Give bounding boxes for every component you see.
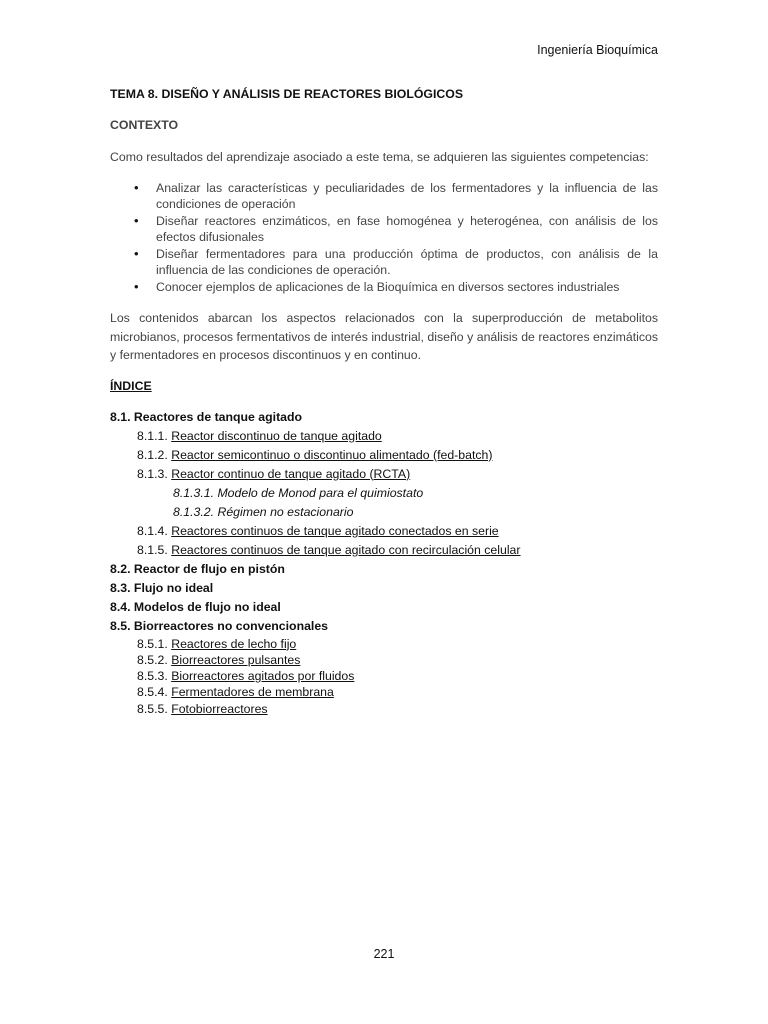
competencies-list bbox=[110, 180, 658, 296]
toc-number: 8.1.3. bbox=[137, 466, 172, 481]
toc-item-8-5-4 bbox=[110, 684, 658, 700]
toc-link[interactable]: Reactor discontinuo de tanque agitado bbox=[171, 428, 382, 443]
toc-section-8-4: 8.4. Modelos de flujo no ideal bbox=[110, 599, 281, 614]
toc-item-8-5-1 bbox=[110, 636, 658, 652]
toc-link[interactable]: Reactores continuos de tanque agitado conectados en serie bbox=[171, 523, 499, 538]
page-number: 221 bbox=[373, 947, 395, 961]
toc-link[interactable]: Reactores de lecho fijo bbox=[171, 636, 297, 651]
toc-item-8-1-1 bbox=[110, 427, 658, 446]
toc-link[interactable]: Reactor continuo de tanque agitado (RCTA) bbox=[171, 466, 411, 481]
toc-link[interactable]: Biorreactores agitados por fluidos bbox=[171, 669, 355, 684]
toc-item-8-5-5 bbox=[110, 701, 658, 717]
toc-item-8-5-2 bbox=[110, 652, 658, 668]
toc-number: 8.1.1. bbox=[137, 428, 172, 443]
toc-number: 8.1.5. bbox=[137, 542, 172, 557]
toc-item-8-1-3-2: 8.1.3.2. Régimen no estacionario bbox=[173, 504, 354, 519]
context-heading: CONTEXTO bbox=[110, 118, 179, 132]
toc-link[interactable]: Reactores continuos de tanque agitado con recirculación celular bbox=[171, 542, 521, 557]
toc-number: 8.5.5. bbox=[137, 701, 172, 716]
contents-paragraph: Los contenidos abarcan los aspectos relacionados con la superproducción de metabolitos microbianos, procesos fermentativos de interés industrial, diseño y análisis de reactores enzimáticos y fermentadores en procesos discontinuos y en continuo. bbox=[110, 311, 658, 362]
toc-section-8-1: 8.1. Reactores de tanque agitado bbox=[110, 409, 303, 424]
toc-number: 8.5.3. bbox=[137, 669, 172, 684]
toc-link[interactable]: Fotobiorreactores bbox=[171, 701, 268, 716]
context-intro: Como resultados del aprendizaje asociado a este tema, se adquieren las siguientes competencias: bbox=[110, 150, 649, 164]
competency-item: • Analizar las características y peculiaridades de los fermentadores y la influencia de las condiciones de operación bbox=[156, 180, 658, 213]
toc-section-8-3: 8.3. Flujo no ideal bbox=[110, 580, 214, 595]
toc-item-8-1-5 bbox=[110, 541, 658, 560]
toc-section-8-5: 8.5. Biorreactores no convencionales bbox=[110, 618, 329, 633]
toc-section-8-2: 8.2. Reactor de flujo en pistón bbox=[110, 561, 285, 576]
toc-link[interactable]: Biorreactores pulsantes bbox=[171, 652, 301, 667]
competency-item: • Diseñar fermentadores para una producción óptima de productos, con análisis de la influencia de las condiciones de operación. bbox=[156, 246, 658, 279]
page-content bbox=[110, 86, 658, 717]
index-heading: ÍNDICE bbox=[110, 378, 152, 393]
toc-item-8-1-4 bbox=[110, 522, 658, 541]
toc-number: 8.1.2. bbox=[137, 447, 172, 462]
toc-link[interactable]: Fermentadores de membrana bbox=[171, 685, 334, 700]
chapter-title: TEMA 8. DISEÑO Y ANÁLISIS DE REACTORES BIOLÓGICOS bbox=[110, 87, 464, 101]
toc-item-8-1-2 bbox=[110, 446, 658, 465]
toc-item-8-1-3 bbox=[110, 465, 658, 484]
competency-item: • Conocer ejemplos de aplicaciones de la Bioquímica en diversos sectores industriales bbox=[156, 279, 658, 296]
toc-number: 8.5.4. bbox=[137, 685, 172, 700]
toc-number: 8.1.4. bbox=[137, 523, 172, 538]
running-header: Ingeniería Bioquímica bbox=[537, 43, 658, 57]
toc-item-8-5-3 bbox=[110, 668, 658, 684]
toc-link[interactable]: Reactor semicontinuo o discontinuo alimentado (fed-batch) bbox=[171, 447, 493, 462]
toc-number: 8.5.2. bbox=[137, 652, 172, 667]
competency-item: • Diseñar reactores enzimáticos, en fase homogénea y heterogénea, con análisis de los efectos difusionales bbox=[156, 213, 658, 246]
table-of-contents bbox=[110, 408, 658, 717]
toc-number: 8.5.1. bbox=[137, 636, 172, 651]
toc-item-8-1-3-1: 8.1.3.1. Modelo de Monod para el quimiostato bbox=[173, 485, 424, 500]
